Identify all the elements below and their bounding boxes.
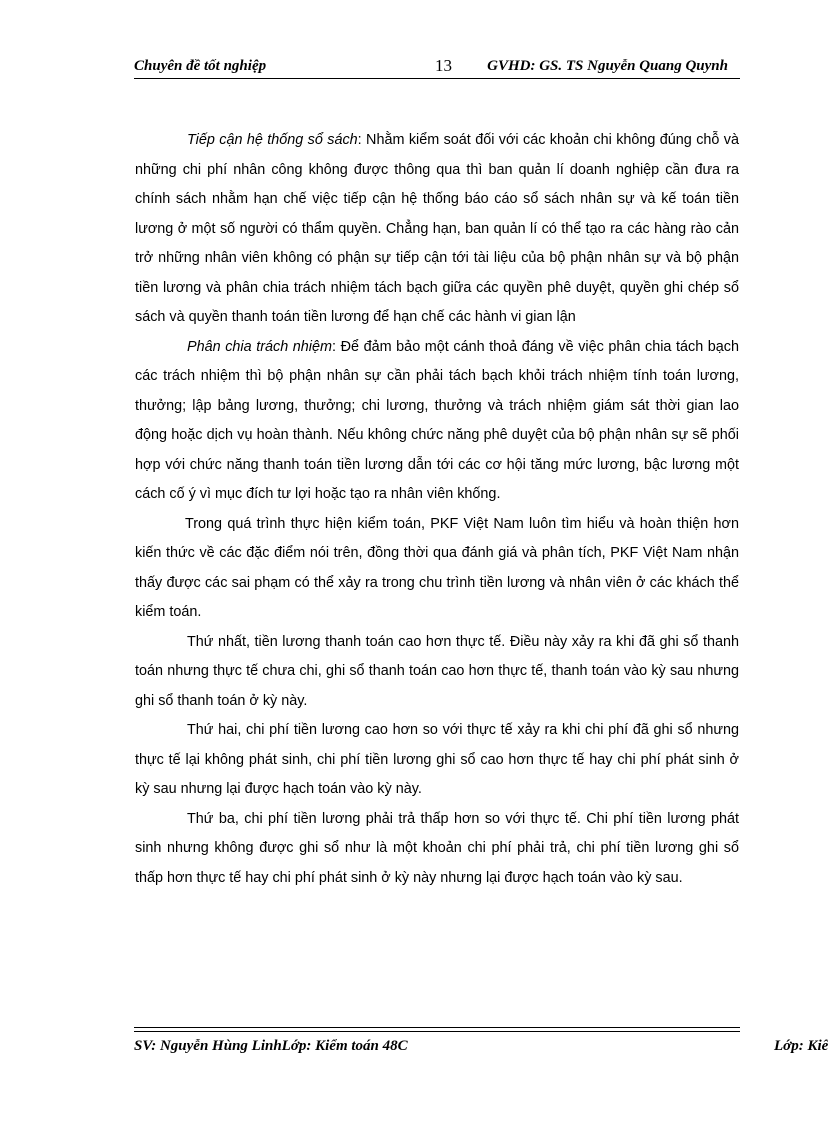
paragraph-text: Thứ nhất, tiền lương thanh toán cao hơn thực tế. Điều này xảy ra khi đã ghi sổ thanh toán nhưng thực tế chưa chi, ghi sổ thanh toán cao hơn thực tế, thanh toán vào kỳ sau nhưng ghi sổ thanh toán ở kỳ này. — [135, 633, 739, 709]
header-rule — [134, 78, 740, 79]
paragraph-text: : Nhằm kiểm soát đối với các khoản chi không đúng chỗ và những chi phí nhân công không được thông qua thì ban quản lí doanh nghiệp cần đưa ra chính sách nhằm hạn chế việc tiếp cận hệ thống báo cáo sổ sách nhân sự và kế toán tiền lương ở một số người có thẩm quyền. Chẳng hạn, ban quản lí có thể tạo ra các hàng rào cản trở những nhân viên không có phận sự tiếp cận tới tài liệu của bộ phận nhân sự và bộ phận tiền lương và phân chia trách nhiệm tách bạch giữa các quyền phê duyệt, quyền ghi chép sổ sách và quyền thanh toán tiền lương để hạn chế các hành vi gian lận — [135, 132, 739, 325]
footer-student: SV: Nguyễn Hùng LinhLớp: Kiểm toán 48C — [134, 1038, 408, 1054]
paragraph-access-records — [135, 126, 739, 333]
header-supervisor: GVHD: GS. TS Nguyễn Quang Quynh — [487, 58, 728, 74]
paragraph-lead: Tiếp cận hệ thống sổ sách — [187, 132, 358, 148]
paragraph-text: Thứ ba, chi phí tiền lương phải trả thấp hơn so với thực tế. Chi phí tiền lương phát sinh nhưng không được ghi sổ như là một khoản chi phí phải trả, chi phí tiền lương ghi sổ thấp hơn thực tế hay chi phí phát sinh ở kỳ này nhưng lại được hạch toán vào kỳ sau. — [135, 810, 739, 886]
paragraph-text: : Để đảm bảo một cánh thoả đáng về việc phân chia tách bạch các trách nhiệm thì bộ phận nhân sự cần phải tách bạch khỏi trách nhiệm tính toán lương, thưởng; lập bảng lương, thưởng; chi lương, thưởng và trách nhiệm giám sát thời gian lao động hoặc dịch vụ hoàn thành. Nếu không chức năng phê duyệt của bộ phận nhân sự sẽ phối hợp với chức năng thanh toán tiền lương dẫn tới các cơ hội tăng mức lương, bậc lương một cách cố ý vì mục đích tư lợi hoặc tạo ra nhân viên khống. — [135, 338, 739, 502]
body-text — [135, 126, 739, 893]
footer-rule — [134, 1031, 740, 1032]
footer-rule — [134, 1027, 740, 1028]
page-footer — [134, 1038, 828, 1060]
paragraph-second — [135, 716, 739, 805]
page-number: 13 — [435, 56, 452, 75]
paragraph-first — [135, 628, 739, 717]
header-title: Chuyên đề tốt nghiệp — [134, 58, 267, 74]
paragraph-audit-process — [135, 510, 739, 628]
paragraph-text: Thứ hai, chi phí tiền lương cao hơn so với thực tế xảy ra khi chi phí đã ghi sổ nhưng thực tế lại không phát sinh, chi phí tiền lương ghi sổ cao hơn thực tế hay chi phí phát sinh ở kỳ sau nhưng lại được hạch toán vào kỳ này. — [135, 722, 739, 797]
page-header — [134, 54, 740, 80]
paragraph-segregation-duties — [135, 333, 739, 510]
paragraph-third — [135, 805, 739, 894]
paragraph-lead: Phân chia trách nhiệm — [187, 338, 332, 355]
paragraph-text: Trong quá trình thực hiện kiểm toán, PKF Việt Nam luôn tìm hiểu và hoàn thiện hơn kiến thức về các đặc điểm nói trên, đồng thời qua đánh giá và phân tích, PKF Việt Nam nhận thấy được các sai phạm có thể xảy ra trong chu trình tiền lương và nhân viên ở các khách thể kiểm toán. — [135, 515, 739, 620]
footer-class: Lớp: Kiể — [774, 1038, 828, 1054]
